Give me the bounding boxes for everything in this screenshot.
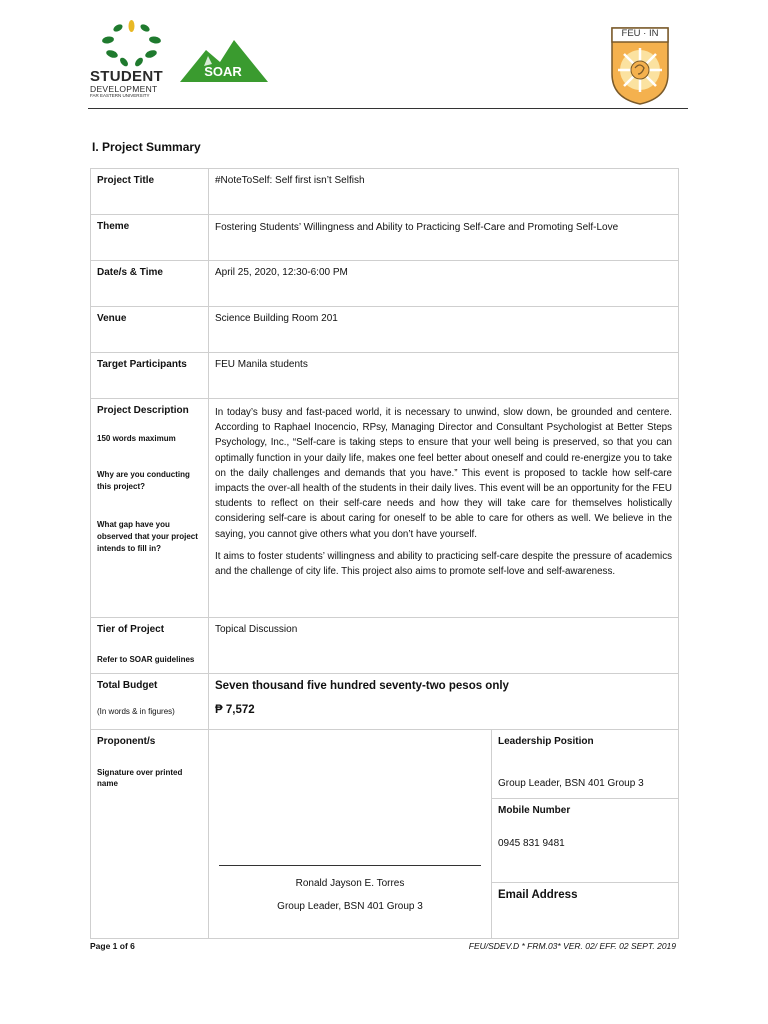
label-date: Date/s & Time — [97, 267, 163, 278]
label-email-address: Email Address — [498, 889, 578, 901]
project-summary-table — [90, 168, 679, 939]
note-why-conducting: Why are you conducting this project? — [97, 470, 190, 491]
label-mobile-number: Mobile Number — [498, 805, 571, 816]
logo-university-text: FAR EASTERN UNIVERSITY — [90, 93, 150, 98]
page-number: Page 1 of 6 — [90, 941, 135, 951]
signature-cell — [209, 730, 492, 939]
value-venue: Science Building Room 201 — [215, 313, 338, 324]
value-tier: Topical Discussion — [215, 624, 298, 635]
label-project-title: Project Title — [97, 175, 155, 186]
label-proponent: Proponent/s — [97, 736, 156, 747]
soar-logo — [176, 36, 270, 84]
feu-logo-label: FEU · IN — [621, 28, 659, 39]
proponent-position: Group Leader, BSN 401 Group 3 — [277, 901, 423, 912]
row-project-title — [91, 169, 679, 215]
value-leadership-position: Group Leader, BSN 401 Group 3 — [498, 778, 644, 789]
proponent-name: Ronald Jayson E. Torres — [295, 878, 405, 889]
label-leadership-position: Leadership Position — [498, 736, 594, 747]
note-signature: Signature over printed name — [97, 768, 183, 788]
logo-student-text: STUDENT — [90, 68, 163, 85]
value-theme: Fostering Students’ Willingness and Ability to Practicing Self-Care and Promoting Self-Love — [215, 222, 619, 233]
row-proponent — [91, 730, 679, 799]
row-tier — [91, 618, 679, 674]
header-divider — [88, 108, 688, 109]
signature-line — [219, 865, 481, 866]
label-tier: Tier of Project — [97, 624, 165, 635]
soar-logo-text: SOAR — [204, 64, 242, 79]
value-date: April 25, 2020, 12:30-6:00 PM — [215, 267, 348, 278]
budget-in-figures: ₱ 7,572 — [215, 704, 255, 716]
value-project-title: #NoteToSelf: Self first isn’t Selfish — [215, 175, 365, 186]
note-soar-guidelines: Refer to SOAR guidelines — [97, 655, 195, 664]
value-mobile-number: 0945 831 9481 — [498, 838, 565, 849]
row-total-budget — [91, 674, 679, 730]
label-project-description: Project Description — [97, 405, 189, 416]
row-venue — [91, 307, 679, 353]
note-word-limit: 150 words maximum — [97, 434, 176, 443]
section-title: I. Project Summary — [92, 140, 201, 154]
label-total-budget: Total Budget — [97, 680, 158, 691]
row-date — [91, 261, 679, 307]
note-gap-observed: What gap have you observed that your project intends to fill in? — [97, 520, 198, 553]
row-theme — [91, 215, 679, 261]
row-project-description — [91, 399, 679, 618]
row-target-participants — [91, 353, 679, 399]
note-budget-format: (In words & in figures) — [97, 707, 175, 716]
description-paragraph-2: It aims to foster students’ willingness and ability to practicing self-care despite the pressure of academics and the challenge of city life. This project also aims to promote self-love and self-awareness. — [215, 550, 673, 578]
label-theme: Theme — [97, 221, 130, 232]
label-target-participants: Target Participants — [97, 359, 187, 370]
label-venue: Venue — [97, 313, 127, 324]
budget-in-words: Seven thousand five hundred seventy-two pesos only — [215, 680, 509, 692]
logo-development-text: DEVELOPMENT — [90, 84, 158, 94]
description-paragraph-1: In today’s busy and fast-paced world, it is necessary to unwind, slow down, be grounded and centere. According to Raphael Inocencio, RPsy, Managing Director and Consultant Psychologist at Better Steps Psychology, Inc., “Self-care is taking steps to ensure that your well being is preserved, so that you can optimally function in your daily life, makes one feel better about oneself and could re-energize you to take on the daily challenges and demands that you have.” This event is proposed to tackle how self-care impacts the over-all health of the students in their daily lives. This event will be an opportunity for the FEU students to reflect on their self-care needs and how they will take care for themselves holistically considering self-care is about caring for oneself to be able to care for others as well. We believe in the saying, you cannot give others what you don’t have yourself. — [215, 407, 673, 540]
form-code: FEU/SDEV.D * FRM.03* VER. 02/ EFF. 02 SEPT. 2019 — [468, 941, 676, 951]
value-target-participants: FEU Manila students — [215, 359, 308, 370]
